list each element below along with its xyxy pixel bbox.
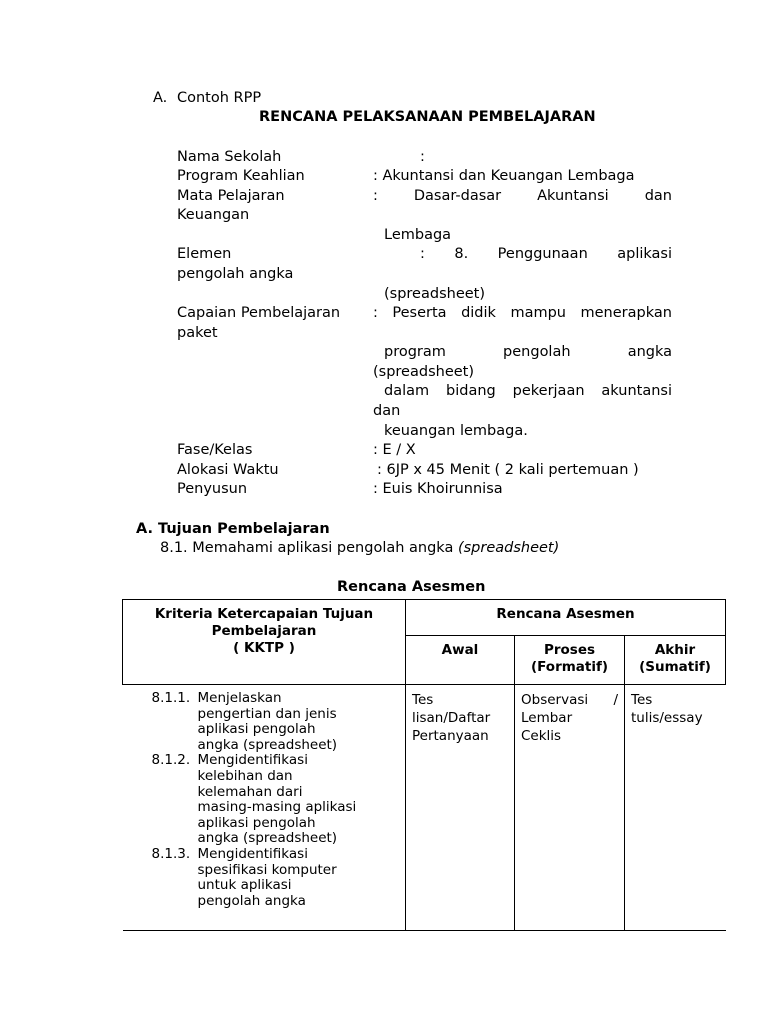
section-a-title: Contoh RPP: [177, 90, 262, 106]
capaian-value-line6: dan: [373, 403, 401, 419]
nama-sekolah-colon: :: [420, 149, 425, 165]
kktp-header-line: ( KKTP ): [233, 640, 295, 656]
mapel-word: :: [373, 188, 378, 204]
rencana-asesmen-header: Rencana Asesmen: [406, 600, 726, 636]
section-a-label: A.: [153, 90, 168, 106]
akhir-header: [625, 636, 726, 685]
kriteria-number: 8.1.1.: [151, 690, 191, 706]
awal-header: Awal: [406, 636, 515, 685]
capaian-word: dalam: [384, 383, 430, 399]
elemen-word: Penggunaan: [497, 246, 588, 262]
awal-line: lisan/Daftar: [412, 710, 491, 726]
fase-value: : E / X: [373, 442, 416, 458]
kriteria-number: 8.1.2.: [151, 752, 191, 769]
capaian-word: angka: [627, 344, 672, 360]
capaian-word: bidang: [446, 383, 496, 399]
asesmen-table: [122, 599, 726, 931]
awal-cell: [406, 685, 515, 931]
capaian-word: program: [384, 344, 446, 360]
capaian-word: mampu: [510, 305, 566, 321]
kriteria-number: 8.1.3.: [151, 845, 191, 862]
kriteria-text: Mengidentifikasi kelebihan dan kelemahan dari masing-masing aplikasi aplikasi pengolah angka (spreadsheet): [197, 752, 357, 847]
kriteria-text: Menjelaskan pengertian dan jenis aplikasi pengolah angka (spreadsheet): [197, 690, 338, 753]
capaian-value-line4: (spreadsheet): [373, 364, 474, 380]
proses-line: [521, 691, 618, 709]
awal-line: Tes: [412, 692, 434, 708]
kriteria-item: [123, 847, 406, 909]
capaian-value-line1: [373, 303, 672, 323]
proses-word: /: [613, 692, 618, 708]
mapel-value-line2: Keuangan: [177, 207, 250, 223]
capaian-word: :: [373, 305, 378, 321]
capaian-word: akuntansi: [601, 383, 672, 399]
table-header-row: [123, 600, 726, 636]
mapel-word: dan: [644, 188, 672, 204]
mapel-value-line1: [373, 186, 672, 206]
elemen-label: Elemen: [177, 246, 232, 262]
alokasi-value: : 6JP x 45 Menit ( 2 kali pertemuan ): [377, 462, 639, 478]
elemen-value-line2: pengolah angka: [177, 266, 294, 282]
proses-header: [515, 636, 625, 685]
akhir-header-line: (Sumatif): [639, 659, 711, 675]
proses-word: Observasi: [521, 692, 589, 708]
tujuan-item-italic: (spreadsheet): [457, 540, 560, 556]
capaian-word: pengolah: [503, 344, 571, 360]
kriteria-item: [123, 753, 406, 847]
mapel-word: Akuntansi: [537, 188, 609, 204]
akhir-cell: [625, 685, 726, 931]
capaian-value-line7: keuangan lembaga.: [384, 423, 528, 439]
kktp-header-line: Pembelajaran: [211, 623, 317, 639]
elemen-word: aplikasi: [617, 246, 672, 262]
proses-cell: [515, 685, 625, 931]
mapel-word: Dasar-dasar: [413, 188, 502, 204]
awal-line: Pertanyaan: [412, 728, 489, 744]
capaian-value-line3: [384, 342, 672, 362]
proses-line: Ceklis: [521, 728, 562, 744]
fase-label: Fase/Kelas: [177, 442, 253, 458]
kriteria-text: Mengidentifikasi spesifikasi komputer untuk aplikasi pengolah angka: [197, 845, 337, 909]
akhir-line: Tes: [631, 692, 653, 708]
elemen-word: 8.: [454, 246, 469, 262]
akhir-header-line: Akhir: [654, 642, 696, 658]
penyusun-label: Penyusun: [177, 481, 248, 497]
elemen-word: :: [420, 246, 425, 262]
capaian-value-line5: [384, 381, 672, 401]
proses-line: Lembar: [521, 710, 573, 726]
alokasi-label: Alokasi Waktu: [177, 462, 279, 478]
elemen-value-line1: [420, 244, 672, 264]
tujuan-heading: A. Tujuan Pembelajaran: [136, 521, 330, 537]
nama-sekolah-label: Nama Sekolah: [177, 149, 282, 165]
akhir-line: tulis/essay: [631, 710, 703, 726]
kriteria-item: [123, 691, 406, 753]
kktp-header-line: Kriteria Ketercapaian Tujuan: [154, 606, 374, 622]
program-label: Program Keahlian: [177, 168, 305, 184]
penyusun-value: : Euis Khoirunnisa: [373, 481, 503, 497]
proses-header-line: Proses: [543, 642, 596, 658]
capaian-word: menerapkan: [580, 305, 672, 321]
tujuan-item-text: 8.1. Memahami aplikasi pengolah angka: [160, 540, 458, 556]
capaian-word: Peserta: [392, 305, 447, 321]
mapel-value-line3: Lembaga: [384, 227, 452, 243]
capaian-word: pekerjaan: [512, 383, 585, 399]
proses-header-line: (Formatif): [530, 659, 609, 675]
capaian-value-line2: paket: [177, 325, 218, 341]
asesmen-title: Rencana Asesmen: [337, 579, 486, 595]
capaian-label: Capaian Pembelajaran: [177, 305, 341, 321]
table-row: [123, 685, 726, 931]
mapel-label: Mata Pelajaran: [177, 188, 285, 204]
tujuan-item: [160, 538, 559, 558]
kktp-header: [123, 600, 406, 685]
kriteria-cell: [123, 685, 406, 931]
program-value: : Akuntansi dan Keuangan Lembaga: [373, 168, 635, 184]
elemen-value-line3: (spreadsheet): [384, 286, 485, 302]
document-title: RENCANA PELAKSANAAN PEMBELAJARAN: [259, 109, 596, 125]
capaian-word: didik: [461, 305, 496, 321]
